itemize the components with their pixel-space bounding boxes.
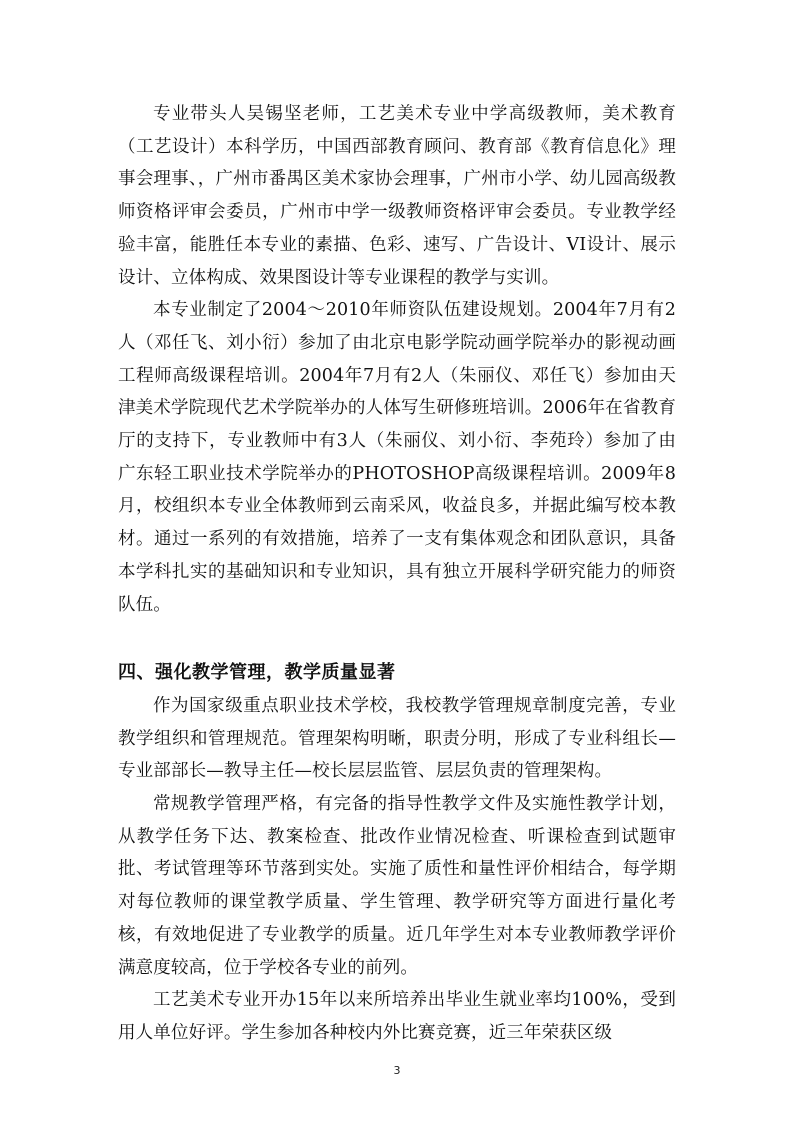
paragraph-lead-teacher: 专业带头人吴锡坚老师，工艺美术专业中学高级教师，美术教育（工艺设计）本科学历，中国西部教育顾问、教育部《教育信息化》理事会理事、，广州市番禺区美术家协会理事，广州市小学、幼儿园高级教师资格评审会委员，广州市中学一级教师资格评审会委员。专业教学经验丰富，能胜任本专业的素描、色彩、速写、广告设计、VI设计、展示设计、立体构成、效果图设计等专业课程的教学与实训。	[118, 104, 676, 288]
page-number: 3	[393, 1064, 401, 1077]
paragraph-management: 作为国家级重点职业技术学校，我校教学管理规章制度完善，专业教学组织和管理规范。管理架构明晰，职责分明，形成了专业科组长—专业部部长—教导主任—校长层层监管、层层负责的管理架构。	[118, 695, 676, 782]
paragraph-faculty-plan: 本专业制定了2004～2010年师资队伍建设规划。2004年7月有2人（邓任飞、刘小衍）参加了由北京电影学院动画学院举办的影视动画工程师高级课程培训。2004年7月有2人（朱丽仪、邓任飞）参加由天津美术学院现代艺术学院举办的人体写生研修班培训。2006年在省教育厅的支持下，专业教师中有3人（朱丽仪、刘小衍、李苑玲）参加了由广东轻工职业技术学院举办的PHOTOSHOP高级课程培训。2009年8月，校组织本专业全体教师到云南采风，收益良多，并据此编写校本教材。通过一系列的有效措施，培养了一支有集体观念和团队意识，具备本学科扎实的基础知识和专业知识，具有独立开展科学研究能力的师资队伍。	[118, 300, 676, 615]
document-page	[118, 98, 676, 1050]
paragraph-routine-management: 常规教学管理严格，有完备的指导性教学文件及实施性教学计划，从教学任务下达、教案检查、批改作业情况检查、听课检查到试题审批、考试管理等环节落到实处。实施了质性和量性评价相结合，每学期对每位教师的课堂教学质量、学生管理、教学研究等方面进行量化考核，有效地促进了专业教学的质量。近几年学生对本专业教师教学评价满意度较高，位于学校各专业的前列。	[118, 794, 676, 978]
paragraph-employment: 工艺美术专业开办15年以来所培养出毕业生就业率均100%，受到用人单位好评。学生参加各种校内外比赛竞赛，近三年荣获区级	[118, 990, 676, 1043]
section-heading: 四、强化教学管理，教学质量显著	[118, 662, 396, 684]
